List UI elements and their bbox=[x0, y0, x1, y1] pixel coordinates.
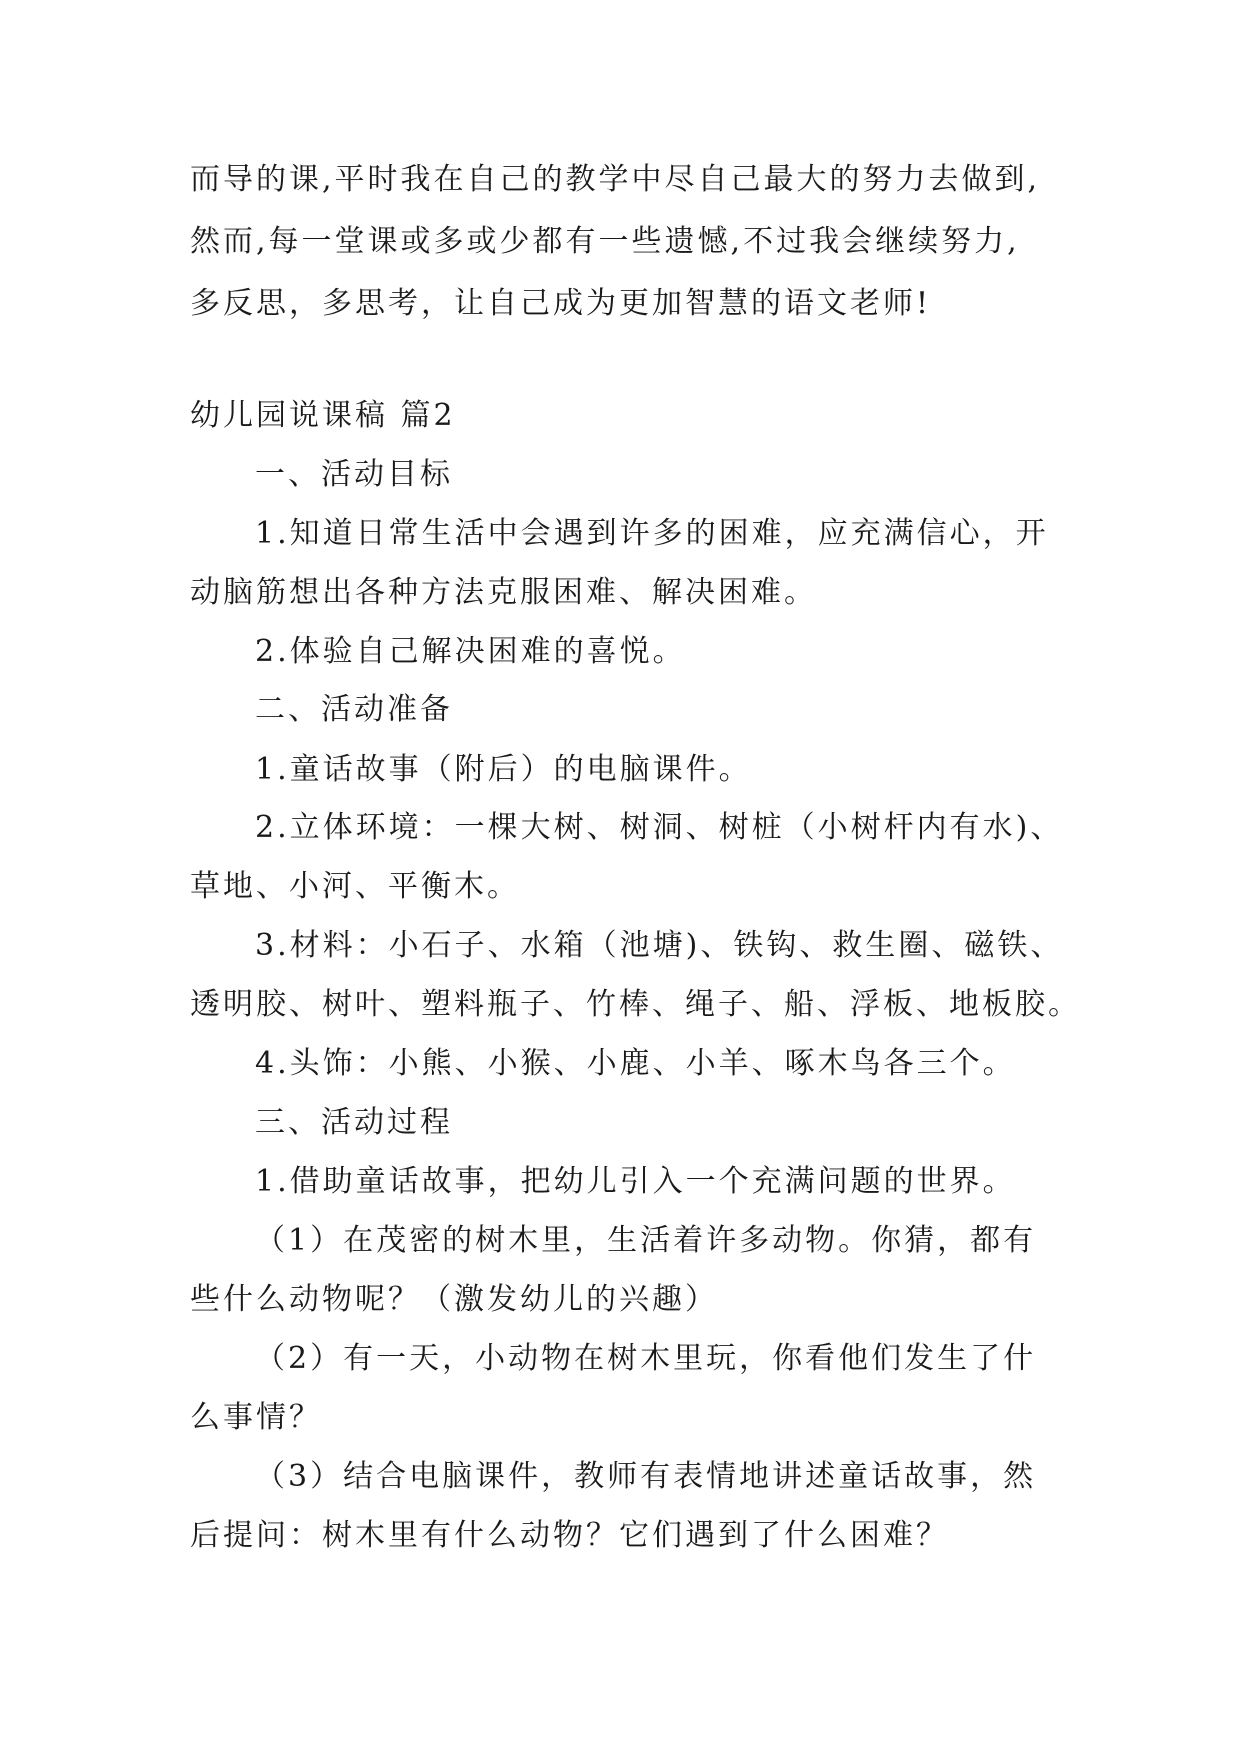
paragraph-line: 么事情？ bbox=[190, 1400, 322, 1435]
section-heading: 幼儿园说课稿 篇2 bbox=[190, 398, 456, 433]
paragraph-line: （3）结合电脑课件，教师有表情地讲述童话故事，然 bbox=[255, 1459, 1037, 1494]
paragraph-line: 透明胶、树叶、塑料瓶子、竹棒、绳子、船、浮板、地板胶。 bbox=[190, 987, 1081, 1022]
paragraph-line: 1.知道日常生活中会遇到许多的困难，应充满信心，开 bbox=[255, 516, 1049, 551]
paragraph-line: 2.立体环境：一棵大树、树洞、树桩（小树杆内有水)、 bbox=[255, 810, 1064, 845]
paragraph-line: 然而,每一堂课或多或少都有一些遗憾,不过我会继续努力, bbox=[190, 224, 1020, 259]
section-title: 二、活动准备 bbox=[255, 692, 453, 727]
paragraph-line: 些什么动物呢？（激发幼儿的兴趣） bbox=[190, 1282, 718, 1317]
paragraph-line: 3.材料：小石子、水箱（池塘)、铁钩、救生圈、磁铁、 bbox=[255, 928, 1064, 963]
paragraph-line: 4.头饰：小熊、小猴、小鹿、小羊、啄木鸟各三个。 bbox=[255, 1046, 1016, 1081]
paragraph-line: 1.借助童话故事，把幼儿引入一个充满问题的世界。 bbox=[255, 1164, 1016, 1199]
paragraph-line: 2.体验自己解决困难的喜悦。 bbox=[255, 634, 686, 669]
paragraph-line: 多反思，多思考，让自己成为更加智慧的语文老师! bbox=[190, 286, 932, 321]
section-title: 一、活动目标 bbox=[255, 457, 453, 492]
paragraph-line: 动脑筋想出各种方法克服困难、解决困难。 bbox=[190, 575, 817, 610]
section-title: 三、活动过程 bbox=[255, 1105, 453, 1140]
paragraph-line: 而导的课,平时我在自己的教学中尽自己最大的努力去做到, bbox=[190, 162, 1041, 197]
paragraph-line: （1）在茂密的树木里，生活着许多动物。你猜，都有 bbox=[255, 1223, 1037, 1258]
paragraph-line: 后提问：树木里有什么动物？它们遇到了什么困难？ bbox=[190, 1518, 949, 1553]
paragraph-line: 草地、小河、平衡木。 bbox=[190, 869, 520, 904]
paragraph-line: 1.童话故事（附后）的电脑课件。 bbox=[255, 752, 752, 787]
paragraph-line: （2）有一天，小动物在树木里玩，你看他们发生了什 bbox=[255, 1341, 1037, 1376]
